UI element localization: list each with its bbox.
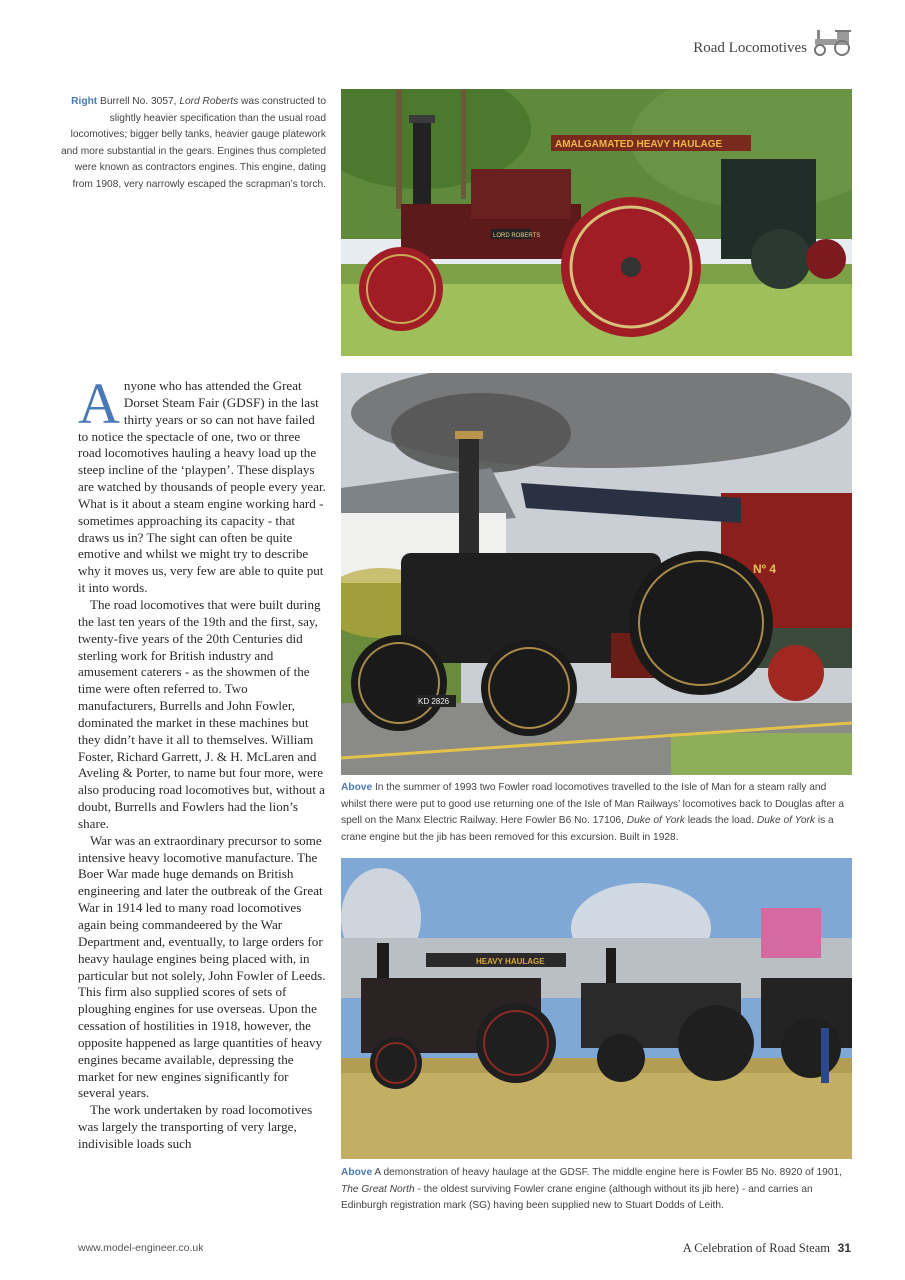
photo-caption-above-1: Above In the summer of 1993 two Fowler road locomotives travelled to the Isle of Man for a steam rally and whilst there were put to good use returning one of the Isle of Man Railways’ locomotives back to Douglas after a spell on the Manx Electric Railway. Here Fowler B6 No. 17106, Duke of York leads the load. Duke of York is a crane engine but the jib has been removed for this excursion. Built in 1928.	[341, 782, 845, 843]
article-paragraph: War was an extraordinary precursor to some intensive heavy locomotive manufacture. The Boer War made huge demands on British engineering and later the outbreak of the Great War in 1914 led to many road locomotives again being commandeered by the War Department and, eventually, to large orders for heavy haulage engines being placed with, in particular but not solely, John Fowler of Leeds. This firm also supplied scores of sets of ploughing engines for use overseas. Upon the cessation of hostilities in 1918, however, the opposite happened as large quantities of heavy engines became available, depressing the market for new engines significantly for several years.	[78, 832, 326, 1101]
article-paragraph: The work undertaken by road locomotives was largely the transporting of very large, indivisible loads such	[78, 1102, 313, 1151]
article-paragraph: The road locomotives that were built during the last ten years of the 19th and the first, say, twenty-five years of the 20th Centuries did sterling work for British industry and amusement caterers - as the showmen of the time were often referred to. Two manufacturers, Burrells and John Fowler, dominated the market in these machines but they didn’t have it all to themselves. William Foster, Richard Garrett, J. & H. McLaren and Aveling & Porter, to name but four more, were also producing road locomotives but, without a doubt, Burrells and Fowlers had the lion’s share.	[78, 596, 325, 831]
registration-plate: KD 2826	[418, 697, 450, 706]
footer-publication-title: A Celebration of Road Steam	[682, 1241, 830, 1255]
canopy-sign: AMALGAMATED HEAVY HAULAGE	[555, 139, 723, 150]
engine-nameplate: LORD ROBERTS	[493, 233, 541, 239]
photo-fowler-duke-of-york	[341, 373, 852, 775]
photo-caption-right: Right Burrell No. 3057, Lord Roberts was constructed to slightly heavier specification than the usual road locomotives; bigger belly tanks, heavier gauge platework and more substantial in the gears. Engines thus completed were known as contractors engines. This engine, dating from 1908, very narrowly escaped the scrapman’s torch.	[60, 96, 326, 190]
photo-gdsf-heavy-haulage	[341, 858, 852, 1159]
footer-website-link[interactable]: www.model-engineer.co.uk	[78, 1242, 204, 1254]
article-body	[78, 371, 326, 1153]
section-title: Road Locomotives	[693, 40, 807, 56]
loco-number: Nº 4	[753, 562, 777, 576]
page-number: 31	[837, 1241, 851, 1255]
steam-engine-icon	[811, 28, 853, 56]
article-paragraph: Anyone who has attended the Great Dorset Steam Fair (GDSF) in the last thirty years or so can not have failed to notice the spectacle of one, two or three road locomotives hauling a heavy load up the steep incline of the ‘playpen’. These displays are watched by thousands of people every year. What is it about a steam engine working hard - sometimes approaching its capacity - that draws us in? The sight can often be quite emotive and whilst we might try to describe why it moves us, very few are able to quite put it into words.	[78, 371, 326, 596]
drop-cap: A	[78, 371, 120, 436]
canopy-sign: HEAVY HAULAGE	[476, 957, 545, 966]
photo-caption-above-2: Above A demonstration of heavy haulage at the GDSF. The middle engine here is Fowler B5 No. 8920 of 1901, The Great North - the oldest surviving Fowler crane engine (although without its jib here) - and carries an Edinburgh registration mark (SG) having been supplied new to Stuart Dodds of Leith.	[341, 1167, 842, 1212]
photo-burrell-lord-roberts	[341, 89, 852, 356]
